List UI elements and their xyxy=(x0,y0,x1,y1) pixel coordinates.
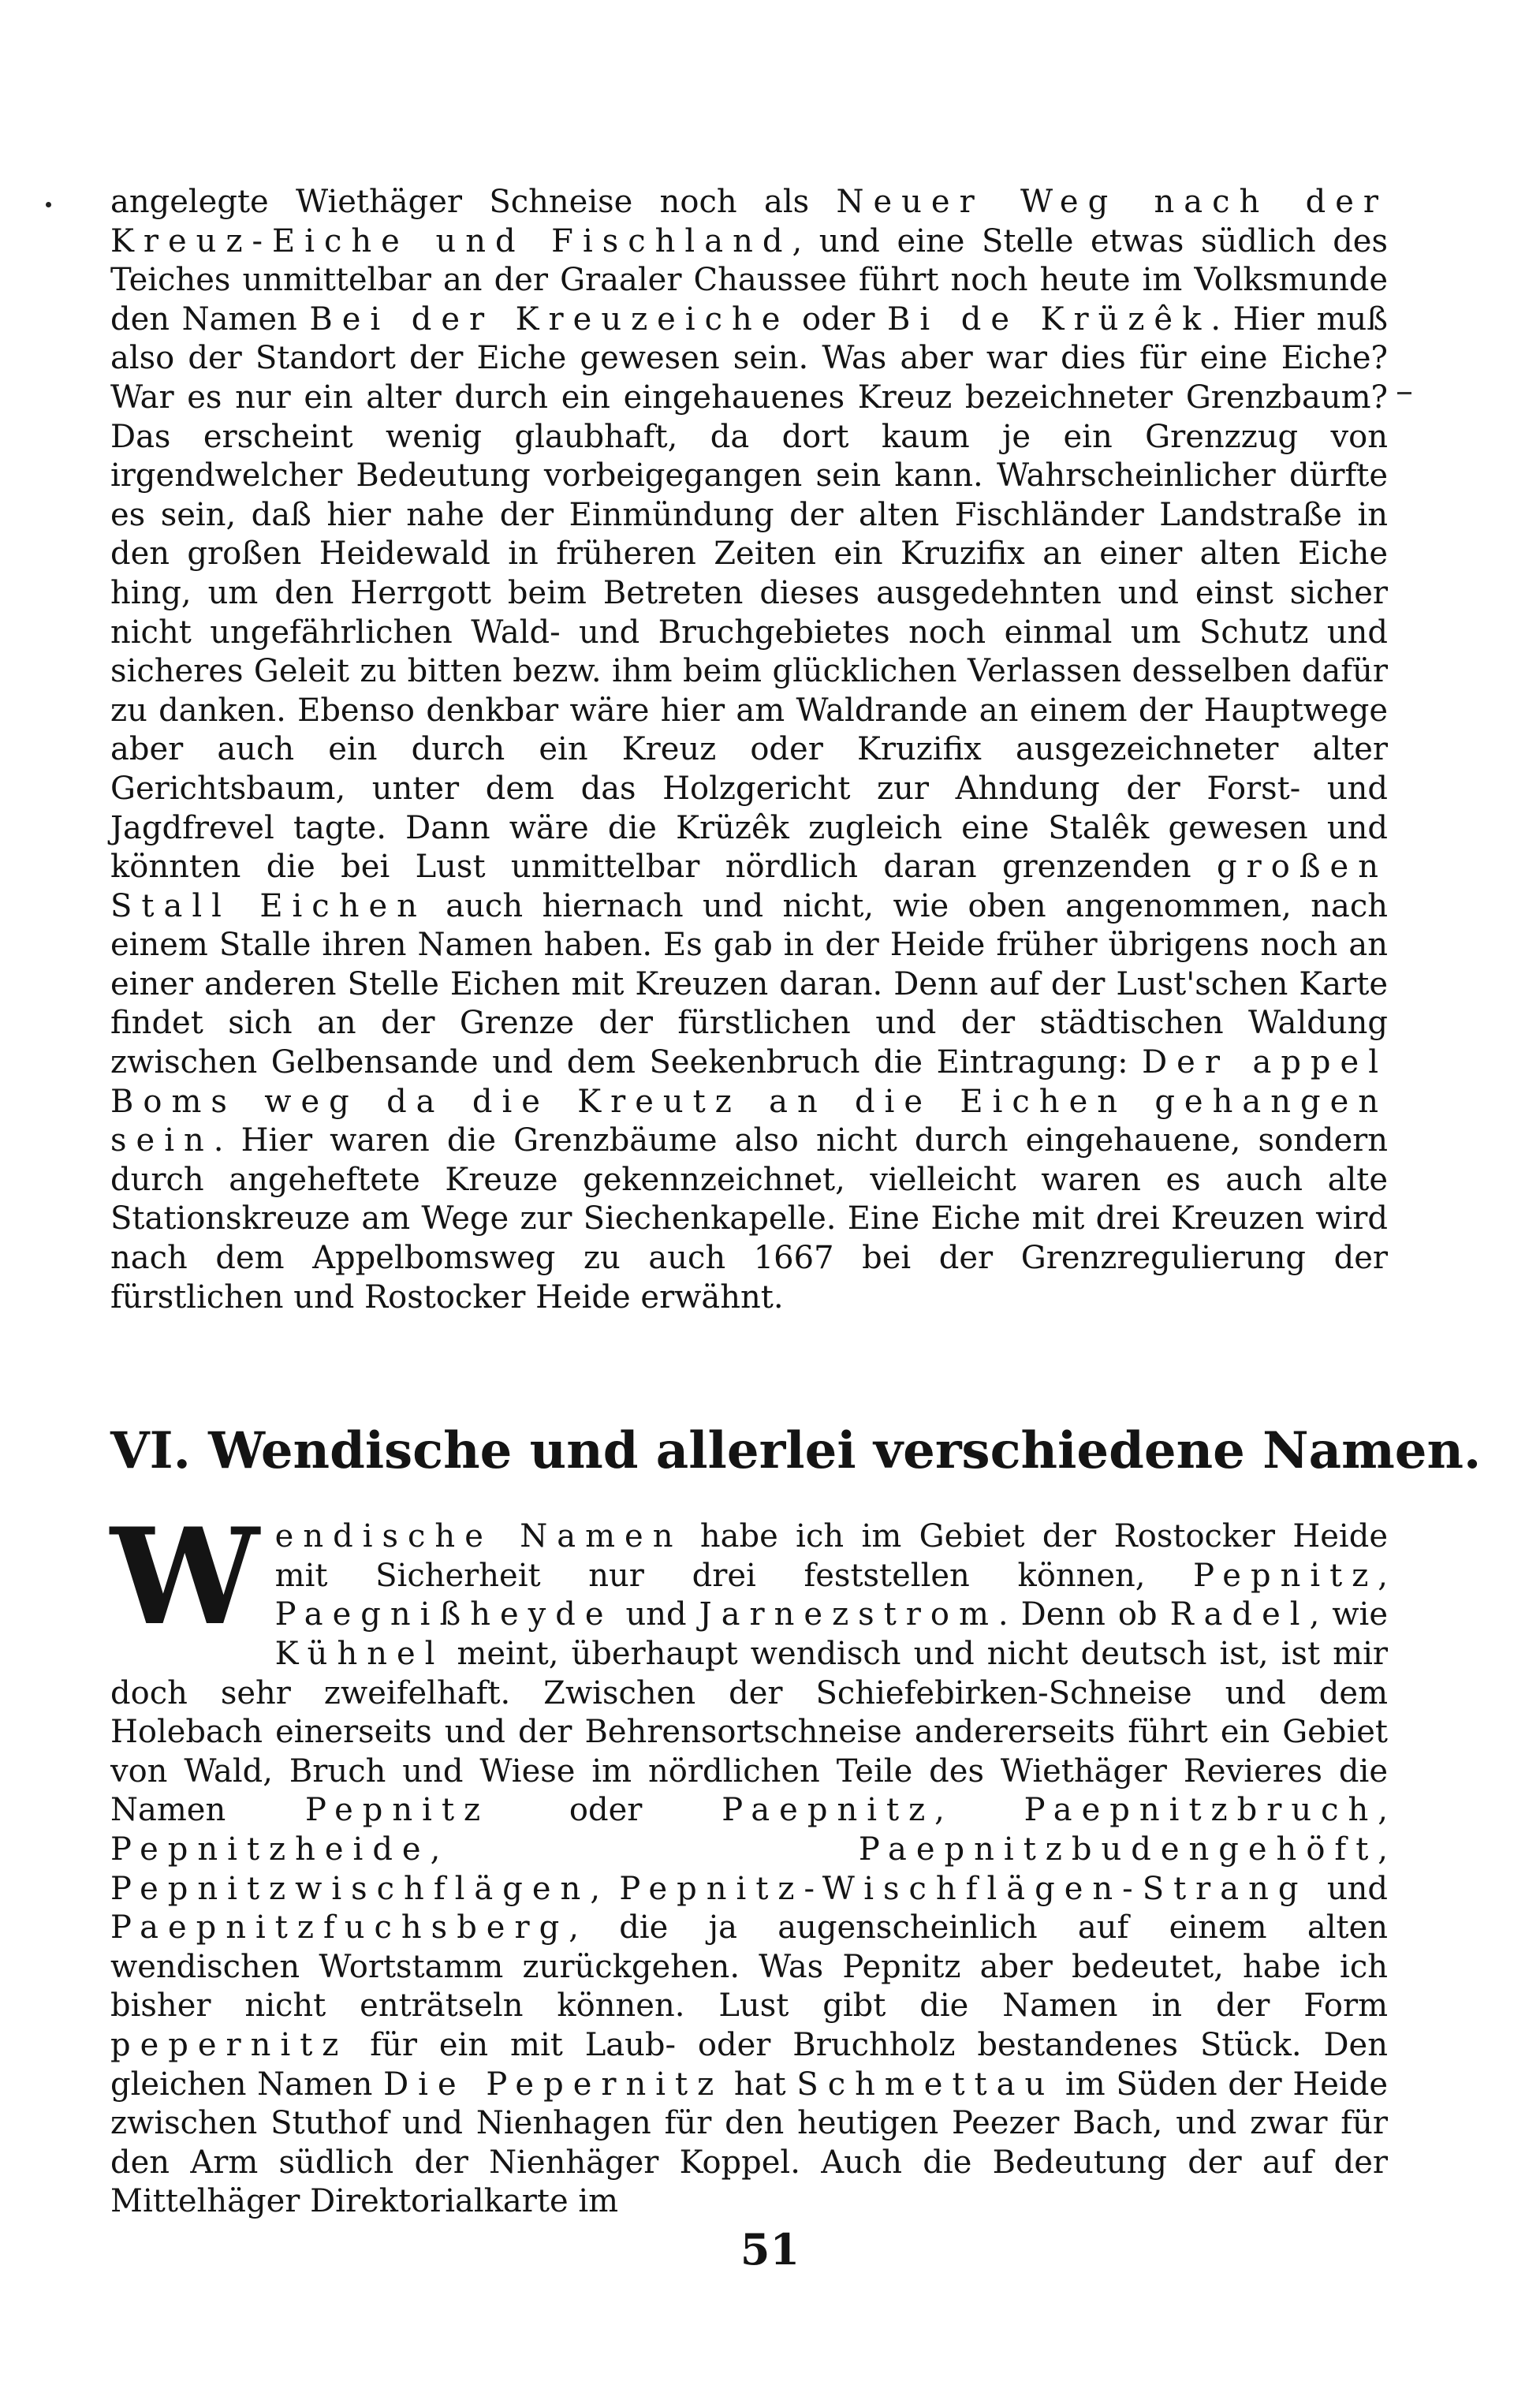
spaced-emphasis-text: Paepnitzfuchsberg xyxy=(110,1909,569,1946)
paragraph-text: . Denn ob xyxy=(997,1596,1170,1633)
spaced-emphasis-text: Jarnezstrom xyxy=(699,1596,998,1633)
page-number: 51 xyxy=(740,2224,800,2275)
spaced-emphasis-text: großen Stall Eichen xyxy=(110,849,1388,924)
drop-cap: W xyxy=(110,1499,259,1655)
paragraph-text: angelegte Wiethäger Schneise noch als xyxy=(110,184,837,220)
paragraph-text: , xyxy=(430,1831,859,1868)
paragraph-text: , xyxy=(1378,1557,1388,1594)
spaced-emphasis-text: Bi de Krüzêk xyxy=(887,300,1211,338)
spaced-emphasis-text: endische Namen xyxy=(274,1518,683,1555)
paragraph-text: , die ja augenscheinlich auf einem alten wendischen Wortstamm zurückgehen. Was Pepnitz aber bedeutet, habe ich bisher nicht enträtseln können. Lust gibt die Namen in der Form xyxy=(110,1909,1388,2025)
section-heading: VI. Wendische und allerlei verschiedene Namen. xyxy=(110,1421,1482,1481)
paragraph-text: . Hier muß also der Standort der Eiche gewesen sein. Was aber war dies für eine Eiche? War es nur ein alter durch ein eingehauenes Kreuz bezeichneter Grenzbaum? Das erscheint wenig glaubhaft, da dort kaum je ein Grenzzug von irgendwelcher Bedeutung vorbeigegangen sein kann. Wahrscheinlicher dürfte es sein, daß hier nahe der Einmündung der alten Fischländer Landstraße in den großen Heidewald in früheren Zeiten ein Kruzifix an einer alten Eiche hing, um den Herrgott beim Betreten dieses ausgedehnten und einst sicher nicht ungefährlichen Wald- und Bruchgebietes noch einmal um Schutz und sicheres Geleit zu bitten bezw. ihm beim glücklichen Verlassen desselben dafür zu danken. Ebenso denkbar wäre hier am Waldrande an einem der Hauptwege aber auch ein durch ein Kreuz oder Kruzifix ausgezeichneter alter Gerichtsbaum, unter dem das Holzgericht zur Ahndung der Forst- und Jagdfrevel tagte. Dann wäre die Krüzêk zugleich eine Stalêk gewesen und könnten die bei Lust unmittelbar nördlich daran grenzenden xyxy=(110,300,1388,886)
margin-dot-mark xyxy=(46,202,51,207)
spaced-emphasis-text: Pepnitz xyxy=(1193,1557,1378,1594)
spaced-emphasis-text: Neuer Weg nach der Kreuz-Eiche und Fischland xyxy=(110,184,1389,259)
paragraph-text: , xyxy=(934,1792,1024,1829)
paragraph-text: für ein mit Laub- oder Bruchholz bestandenes Stück. Den gleichen Namen xyxy=(110,2026,1388,2103)
paragraph-text: . Hier waren die Grenzbäume also nicht durch eingehauene, sondern durch angeheftete Kreuze gekennzeichnet, vielleicht waren es auch alte Stationskreuze am Wege zur Siechenkapelle. Eine Eiche mit drei Kreuzen wird nach dem Appelbomsweg zu auch 1667 bei der Grenzregulierung der fürstlichen und Rostocker Heide erwähnt. xyxy=(110,1122,1388,1316)
page-body xyxy=(110,183,1482,2344)
paragraph-text: , xyxy=(1378,1831,1388,1868)
spaced-emphasis-text: Die Pepernitz xyxy=(383,2066,724,2103)
spaced-emphasis-text: Pepnitz xyxy=(305,1792,490,1829)
spaced-emphasis-text: Paegnißheyde xyxy=(274,1596,613,1633)
spaced-emphasis-text: Paepnitzbudengehöft xyxy=(858,1831,1378,1868)
spaced-emphasis-text: Radel xyxy=(1169,1596,1310,1633)
spaced-emphasis-text: Schmettau xyxy=(796,2066,1055,2103)
paragraph-kreuzeiche xyxy=(110,183,1388,1317)
paragraph-text: auch hiernach und nicht, wie oben angenommen, nach einem Stalle ihren Namen haben. Es gab in der Heide früher übrigens noch an einer anderen Stelle Eichen mit Kreuzen daran. Denn auf der Lust'schen Karte findet sich an der Grenze der fürstlichen und der städtischen Waldung zwischen Gelbensande und dem Seekenbruch die Eintragung: xyxy=(110,887,1388,1081)
paragraph-text: habe ich im Gebiet der Rostocker Heide mit Sicherheit nur drei feststellen können, xyxy=(274,1518,1388,1594)
spaced-emphasis-text: Pepnitz-Wischflägen-Strang xyxy=(619,1870,1308,1907)
spaced-emphasis-text: Der appel Boms weg da die Kreutz an die Eichen gehangen sein xyxy=(110,1044,1388,1159)
spaced-emphasis-text: Kühnel xyxy=(274,1636,445,1672)
spaced-emphasis-text: Bei der Kreuzeiche xyxy=(309,300,790,338)
spaced-emphasis-text: Pepnitzwischflägen xyxy=(110,1870,591,1907)
spaced-emphasis-text: Paepnitz xyxy=(722,1792,935,1829)
paragraph-text: oder xyxy=(490,1792,722,1829)
paragraph-text: , und eine Stelle etwas südlich des Teiches unmittelbar an der Graaler Chaussee führt noch heute im Volksmunde den Namen xyxy=(110,222,1388,338)
paragraph-text: im Süden der Heide zwischen Stuthof und Nienhagen für den heutigen Peezer Bach, und zwar für den Arm südlich der Nienhäger Koppel. Auch die Bedeutung der auf der Mittelhäger Direktorialkarte im xyxy=(110,2066,1389,2220)
margin-dash-mark xyxy=(1397,392,1411,394)
paragraph-wendische-namen xyxy=(110,1499,1389,2222)
paragraph-text: oder xyxy=(789,300,888,338)
paragraph-text: und xyxy=(1307,1870,1388,1907)
paragraph-text: , xyxy=(590,1870,620,1907)
paragraph-text: meint, überhaupt wendisch und nicht deutsch ist, ist mir doch sehr zweifelhaft. Zwischen der Schiefebirken-Schneise und dem Holebach einerseits und der Behrensortschneise andererseits führt ein Gebiet von Wald, Bruch und Wiese im nördlichen Teile des Wiethäger Revieres die Namen xyxy=(110,1636,1388,1829)
spaced-emphasis-text: Paepnitzbruch xyxy=(1024,1792,1378,1829)
paragraph-text: , xyxy=(1378,1792,1388,1829)
spaced-emphasis-text: Pepnitzheide xyxy=(110,1831,431,1868)
paragraph-text: hat xyxy=(723,2066,797,2103)
paragraph-text: , wie xyxy=(1309,1596,1388,1633)
spaced-emphasis-text: pepernitz xyxy=(110,2026,349,2063)
paragraph-text: und xyxy=(613,1596,699,1633)
